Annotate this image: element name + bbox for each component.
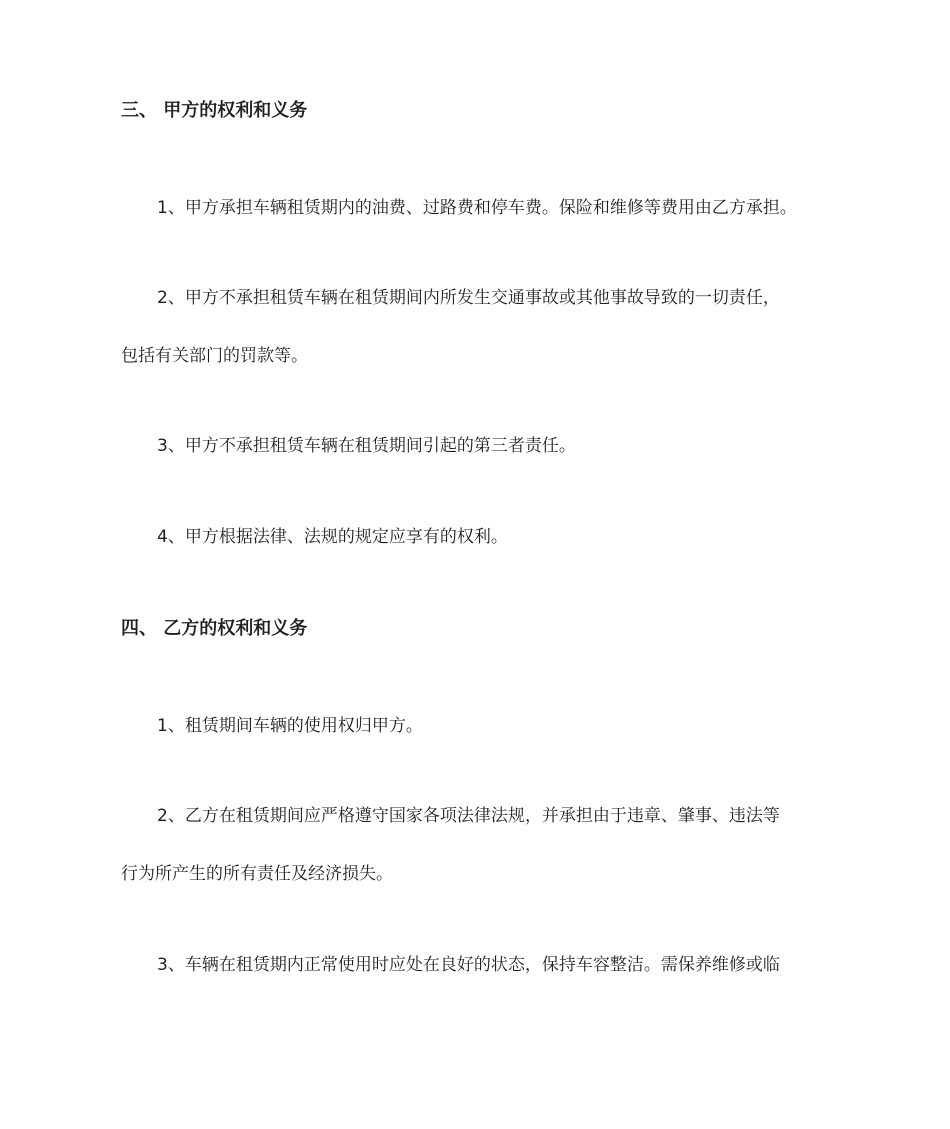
section-4-item-2 bbox=[121, 787, 830, 903]
section-4-item-1 bbox=[121, 697, 830, 755]
paragraph-line: 3、甲方不承担租赁车辆在租赁期间引起的第三者责任。 bbox=[157, 436, 576, 456]
section-3-heading: 三、 甲方的权利和义务 bbox=[121, 100, 308, 121]
section-3-item-2 bbox=[121, 269, 830, 385]
section-3-item-4 bbox=[121, 508, 830, 566]
paragraph-line: 2、乙方在租赁期间应严格遵守国家各项法律法规，并承担由于违章、肇事、违法等 bbox=[157, 806, 780, 826]
section-4-item-3 bbox=[121, 936, 830, 994]
paragraph-line: 3、车辆在租赁期内正常使用时应处在良好的状态，保持车容整洁。需保养维修或临 bbox=[157, 955, 780, 975]
paragraph-line: 1、甲方承担车辆租赁期内的油费、过路费和停车费。保险和维修等费用由乙方承担。 bbox=[157, 198, 797, 218]
section-3-item-3 bbox=[121, 417, 830, 475]
paragraph-line: 1、租赁期间车辆的使用权归甲方。 bbox=[157, 716, 423, 736]
paragraph-line: 包括有关部门的罚款等。 bbox=[121, 346, 308, 366]
paragraph-line: 行为所产生的所有责任及经济损失。 bbox=[121, 864, 393, 884]
paragraph-line: 4、甲方根据法律、法规的规定应享有的权利。 bbox=[157, 527, 508, 547]
section-3-item-1 bbox=[121, 179, 830, 237]
section-4-heading: 四、 乙方的权利和义务 bbox=[121, 618, 308, 639]
paragraph-line: 2、甲方不承担租赁车辆在租赁期间内所发生交通事故或其他事故导致的一切责任， bbox=[157, 288, 780, 308]
